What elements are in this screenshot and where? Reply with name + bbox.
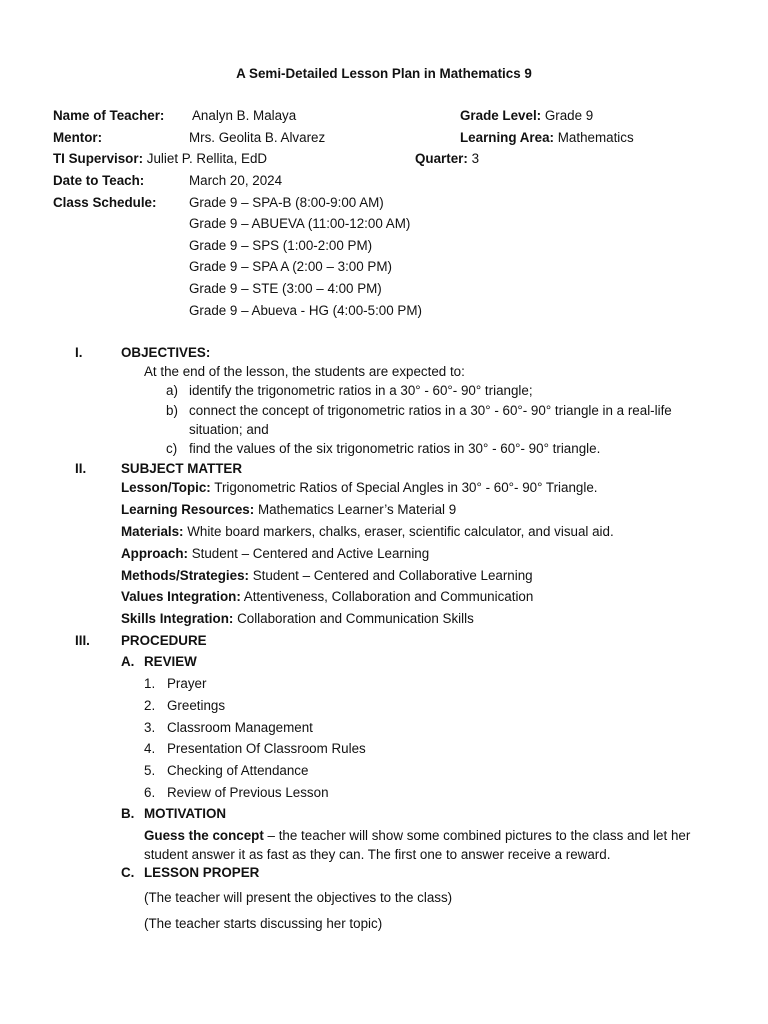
teacher-value: Analyn B. Malaya [192,108,297,123]
subject-row [121,588,533,606]
subject-row-label: Values Integration: [121,589,241,604]
objective-letter: a) [166,383,178,398]
grade-value: Grade 9 [544,108,594,123]
review-item: Presentation Of Classroom Rules [167,741,366,756]
review-item-number: 3. [144,720,156,735]
subject-numeral: II. [75,461,87,476]
objective-letter: c) [166,441,178,456]
objective-text: connect the concept of trigonometric ratios in a 30° - 60°- 90° triangle in a real-life [189,403,672,418]
motivation-letter: B. [121,806,135,821]
subject-row-label: Materials: [121,524,184,539]
subject-row-label: Lesson/Topic: [121,480,211,495]
grade-label: Grade Level: [460,108,542,123]
mentor-label: Mentor: [53,130,103,145]
motivation-heading: MOTIVATION [144,806,227,821]
date-value: March 20, 2024 [189,173,283,188]
subject-row [121,479,598,497]
review-item: Checking of Attendance [167,763,309,778]
lesson-proper-letter: C. [121,865,135,880]
review-item: Greetings [167,698,226,713]
supervisor-value: Juliet P. Rellita, EdD [146,151,268,166]
area-value: Mathematics [557,130,634,145]
subject-row-value: Trigonometric Ratios of Special Angles in 30° - 60°- 90° Triangle. [214,480,598,495]
supervisor-label: TI Supervisor: [53,151,144,166]
schedule-item: Grade 9 – Abueva - HG (4:00-5:00 PM) [189,303,422,318]
objectives-heading: OBJECTIVES: [121,345,211,360]
motivation-description: – the teacher will show some combined pictures to the class and let her [263,828,691,843]
quarter [415,150,479,168]
lesson-proper-heading: LESSON PROPER [144,865,260,880]
procedure-heading: PROCEDURE [121,633,207,648]
review-item-number: 2. [144,698,156,713]
subject-row-value: Mathematics Learner’s Material 9 [257,502,457,517]
subject-row-value: Attentiveness, Collaboration and Communication [243,589,534,604]
schedule-item: Grade 9 – ABUEVA (11:00-12:00 AM) [189,216,411,231]
review-item: Classroom Management [167,720,313,735]
supervisor [53,150,267,168]
objective-text-continued: situation; and [189,422,269,437]
review-item: Review of Previous Lesson [167,785,329,800]
review-item-number: 6. [144,785,156,800]
subject-row [121,610,474,628]
objectives-intro: At the end of the lesson, the students are expected to: [144,364,465,379]
subject-row [121,501,456,519]
subject-row-value: Student – Centered and Active Learning [191,546,430,561]
schedule-item: Grade 9 – SPA A (2:00 – 3:00 PM) [189,259,392,274]
subject-row-value: White board markers, chalks, eraser, scientific calculator, and visual aid. [187,524,614,539]
review-item-number: 5. [144,763,156,778]
schedule-label: Class Schedule: [53,195,157,210]
subject-row-value: Collaboration and Communication Skills [237,611,474,626]
review-item: Prayer [167,676,207,691]
quarter-value: 3 [471,151,480,166]
review-letter: A. [121,654,135,669]
document-title: A Semi-Detailed Lesson Plan in Mathematics 9 [236,66,532,81]
subject-row [121,523,614,541]
subject-row-label: Methods/Strategies: [121,568,249,583]
objective-letter: b) [166,403,178,418]
grade-level [460,107,593,125]
teacher-label: Name of Teacher: [53,108,165,123]
review-item-number: 1. [144,676,156,691]
objectives-numeral: I. [75,345,83,360]
subject-heading: SUBJECT MATTER [121,461,243,476]
area-label: Learning Area: [460,130,555,145]
schedule-item: Grade 9 – SPA-B (8:00-9:00 AM) [189,195,384,210]
lesson-proper-note: (The teacher will present the objectives to the class) [144,890,453,905]
subject-row [121,545,429,563]
subject-row [121,567,533,585]
motivation-text-line2: student answer it as fast as they can. The first one to answer receive a reward. [144,847,611,862]
schedule-item: Grade 9 – STE (3:00 – 4:00 PM) [189,281,382,296]
objective-text: find the values of the six trigonometric ratios in 30° - 60°- 90° triangle. [189,441,601,456]
procedure-numeral: III. [75,633,90,648]
lesson-proper-note: (The teacher starts discussing her topic) [144,916,383,931]
learning-area [460,129,634,147]
quarter-label: Quarter: [415,151,468,166]
subject-row-label: Approach: [121,546,188,561]
review-item-number: 4. [144,741,156,756]
motivation-text-line1 [144,827,690,845]
subject-row-label: Skills Integration: [121,611,234,626]
mentor-value: Mrs. Geolita B. Alvarez [189,130,326,145]
date-label: Date to Teach: [53,173,145,188]
objective-text: identify the trigonometric ratios in a 30° - 60°- 90° triangle; [189,383,533,398]
review-heading: REVIEW [144,654,197,669]
subject-row-value: Student – Centered and Collaborative Learning [252,568,533,583]
subject-row-label: Learning Resources: [121,502,255,517]
schedule-item: Grade 9 – SPS (1:00-2:00 PM) [189,238,373,253]
motivation-activity: Guess the concept [144,828,264,843]
